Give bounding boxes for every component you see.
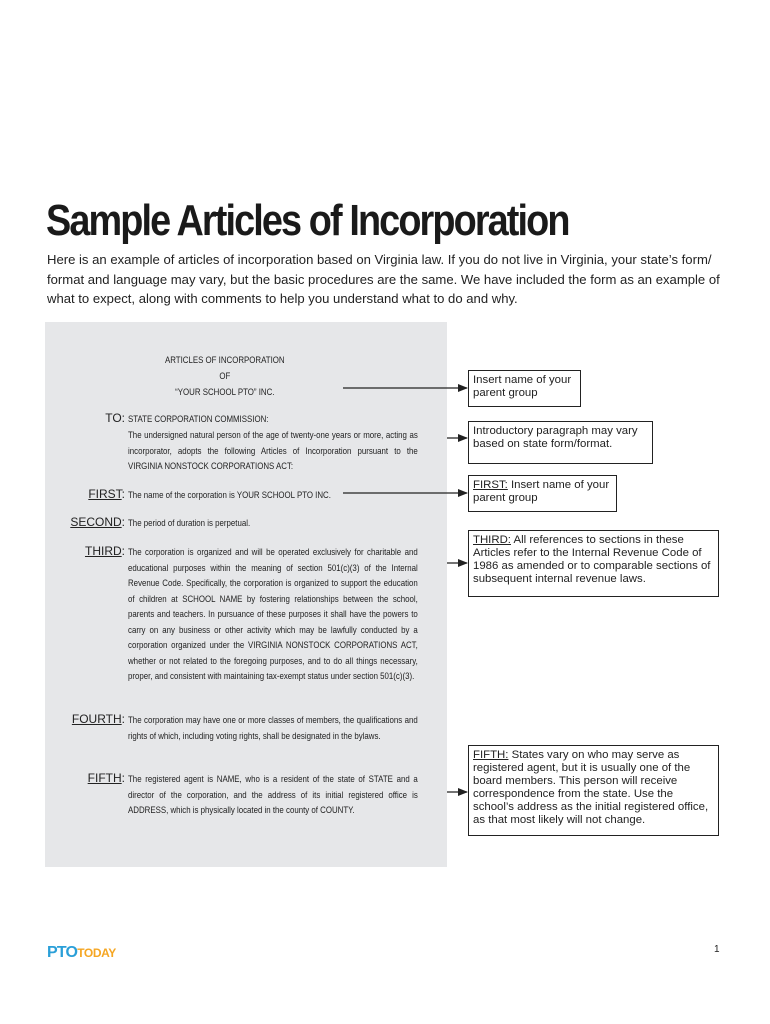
note-third-text: All references to sections in these Articles refer to the Internal Revenue Code of 1986 as amended or to comparable sections of subsequent internal revenue laws. [473, 534, 711, 585]
intro-paragraph: Here is an example of articles of incorporation based on Virginia law. If you do not live in Virginia, your state’s form/ format and language may vary, but the basic procedures are the same. We have included the form as an example of what to expect, along with comments to help you understand what to do and why. [47, 252, 720, 306]
fifth-text: The registered agent is NAME, who is a resident of the state of STATE and a director of the corporation, and the address of its initial registered office is ADDRESS, which is physically located in the county of COUNTY. [128, 773, 418, 815]
note-fifth-text: States vary on who may serve as registered agent, but it is usually one of the board members. This person will receive correspondence from the state. Use the school’s address as the initial registered office, as that most likely will not change. [473, 749, 709, 826]
label-first: FIRST: [88, 487, 125, 501]
note-first-text: Insert name of your parent group [473, 479, 610, 504]
doc-heading-line1: ARTICLES OF INCORPORATION [164, 354, 285, 365]
label-fifth: FIFTH: [87, 771, 125, 785]
doc-heading-line2: OF [219, 370, 231, 381]
to-body: The undersigned natural person of the age of twenty-one years or more, acting as incorporator, adopts the following Articles of Incorporation pursuant to the VIRGINIA NONSTOCK CORPORATIONS ACT: [128, 429, 418, 471]
third-text: The corporation is organized and will be operated exclusively for charitable and educational purposes within the meaning of section 501(c)(3) of the Internal Revenue Code. Specifically, the corporation is organized to support the education of children at SCHOOL NAME by fostering relationships between the school, parents and teachers. In pursuance of these purposes it shall have the powers to carry on any business or other activity which may be lawfully conducted by a corporation organized under the VIRGINIA NONSTOCK CORPORATIONS ACT, whether or not related to the foregoing purposes, and to do all things necessary, proper, and consistent with maintaining tax-exempt status under section 501(c)(3). [128, 546, 418, 681]
note-third-label: THIRD: [473, 534, 511, 546]
note-insert-name: Insert name of your parent group [468, 370, 581, 407]
first-text: The name of the corporation is YOUR SCHOOL PTO INC. [128, 489, 331, 500]
page-number: 1 [714, 944, 720, 955]
note-fifth-label: FIFTH: [473, 749, 509, 761]
label-to: TO: [105, 411, 125, 425]
second-text: The period of duration is perpetual. [128, 517, 251, 528]
doc-heading-line3: “YOUR SCHOOL PTO” INC. [175, 386, 275, 397]
pto-today-logo: PTOTODAY [47, 944, 116, 961]
note-introductory: Introductory paragraph may vary based on state form/format. [468, 421, 653, 464]
label-second: SECOND: [70, 515, 125, 529]
page-title: Sample Articles of Incorporation [46, 196, 569, 245]
to-text: STATE CORPORATION COMMISSION: [128, 413, 269, 424]
note-first-label: FIRST: [473, 479, 508, 491]
label-fourth: FOURTH: [71, 712, 125, 726]
label-third: THIRD: [84, 544, 125, 558]
fourth-text: The corporation may have one or more classes of members, the qualifications and rights of which, including voting rights, shall be designated in the bylaws. [128, 714, 418, 741]
